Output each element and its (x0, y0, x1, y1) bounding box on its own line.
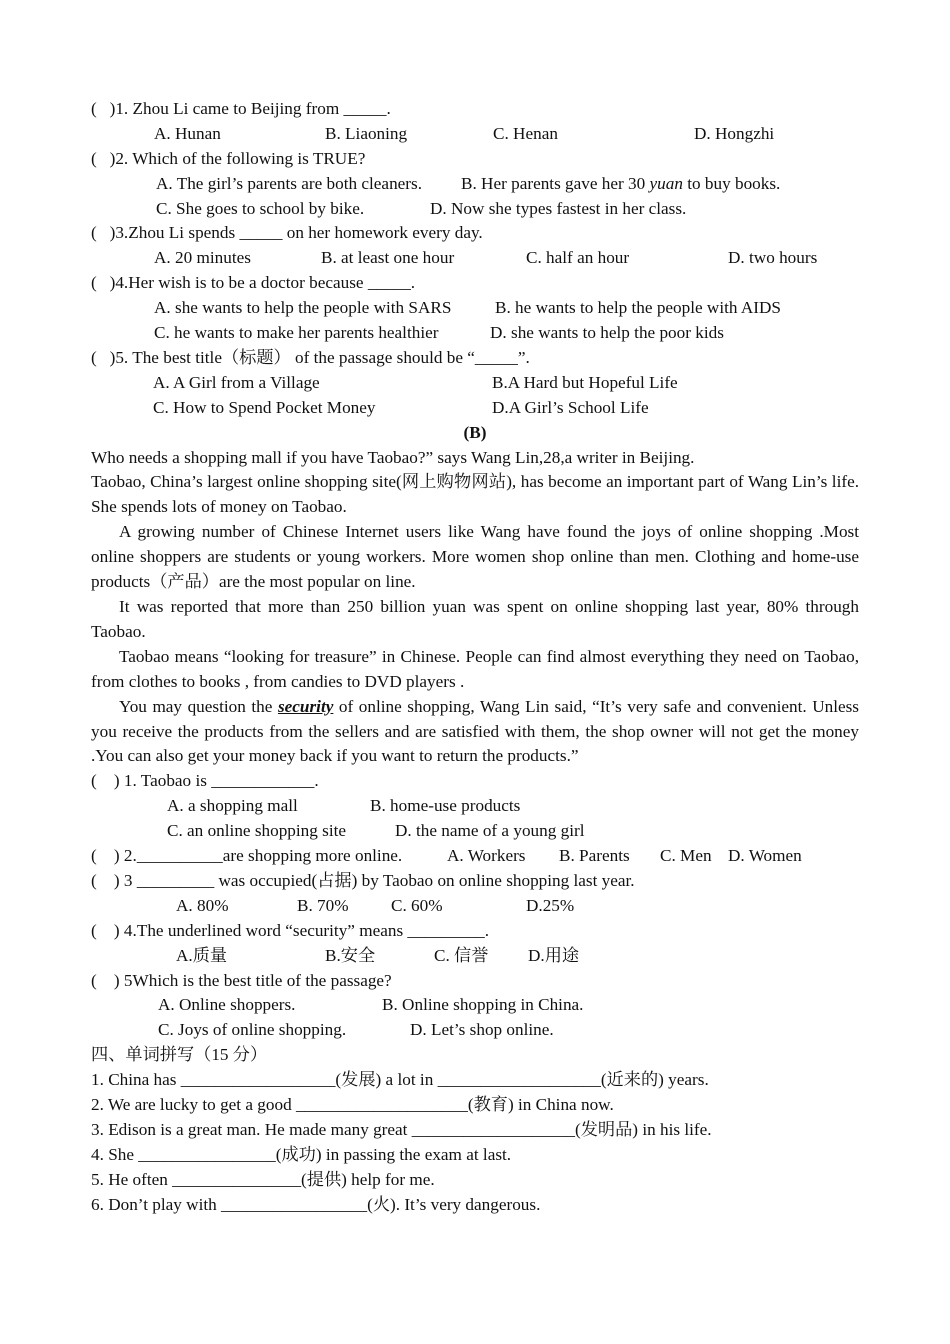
question-a4-options-row2 (91, 321, 859, 346)
option: D. Let’s shop online. (410, 1020, 554, 1040)
option: D. Now she types fastest in her class. (430, 198, 687, 218)
option: B. Online shopping in China. (382, 995, 584, 1015)
passage-text: You may question the (119, 696, 278, 716)
question-a3-stem: ( )3.Zhou Li spends _____ on her homework every day. (91, 223, 483, 243)
question-b5-options-row2 (91, 1018, 859, 1043)
option (461, 172, 780, 197)
option: A. 20 minutes (154, 248, 251, 268)
option: A.质量 (176, 945, 228, 965)
option: A. a shopping mall (167, 796, 298, 816)
question-a5-options-row1 (91, 371, 859, 396)
option-text: B. Her parents gave her 30 (461, 173, 650, 193)
option: C. he wants to make her parents healthier (154, 323, 439, 343)
option-italic: yuan (649, 173, 683, 193)
question-a4-stem: ( )4.Her wish is to be a doctor because _____. (91, 273, 416, 293)
option: B. he wants to help the people with AIDS (495, 298, 781, 318)
underlined-keyword: security (277, 696, 334, 716)
option: C. 信誉 (434, 945, 489, 965)
question-a1-stem: ( )1. Zhou Li came to Beijing from _____. (91, 99, 391, 118)
option: C. Men (660, 846, 712, 866)
worksheet-page (91, 97, 859, 1218)
question-b2-stem: ( ) 2.__________are shopping more online. (91, 846, 403, 866)
spelling-item: 2. We are lucky to get a good ____________________(教育) in China now. (91, 1095, 614, 1115)
option: B. at least one hour (321, 248, 455, 268)
spelling-item: 6. Don’t play with _________________(火). It’s very dangerous. (91, 1194, 541, 1214)
option: A. she wants to help the people with SARS (154, 298, 452, 318)
passage-paragraph (91, 695, 859, 770)
spelling-item: 4. She ________________(成功) in passing the exam at last. (91, 1144, 512, 1164)
option: C. an online shopping site (167, 821, 347, 841)
option: A. The girl’s parents are both cleaners. (156, 173, 422, 193)
option: D. the name of a young girl (395, 821, 585, 841)
passage-text: of online shopping, Wang Lin said, “It’s very safe and convenient. Unless you receive the products from the sellers and are satisfied with them, the shop owner will not get the money .You can also get your money back if you want to return the products.” (91, 696, 859, 766)
question-a4-options-row1 (91, 296, 859, 321)
question-b4-stem: ( ) 4.The underlined word “security” means _________. (91, 920, 490, 940)
passage-paragraph: It was reported that more than 250 billion yuan was spent on online shopping last year, 80% through Taobao. (91, 597, 859, 641)
option: D.A Girl’s School Life (492, 397, 649, 417)
option: A. 80% (176, 895, 229, 915)
question-a3-options (91, 246, 859, 271)
question-b3-stem: ( ) 3 _________ was occupied(占据) by Taobao on online shopping last year. (91, 870, 635, 890)
option: C. 60% (391, 895, 443, 915)
option: A. A Girl from a Village (153, 372, 320, 392)
option: C. She goes to school by bike. (156, 198, 365, 218)
option: D.用途 (528, 945, 580, 965)
question-b1-options-row1 (91, 794, 859, 819)
option: C. Henan (493, 123, 558, 143)
option: B. Liaoning (325, 123, 408, 143)
question-a5-stem: ( )5. The best title（标题） of the passage should be “_____”. (91, 347, 530, 367)
question-a2-options-row1 (91, 172, 859, 197)
question-a2-options-row2 (91, 197, 859, 222)
passage-paragraph: Who needs a shopping mall if you have Taobao?” says Wang Lin,28,a writer in Beijing. (91, 447, 695, 467)
spelling-item: 5. He often _______________(提供) help for me. (91, 1169, 435, 1189)
question-b3-options (91, 894, 859, 919)
option: A. Online shoppers. (158, 995, 296, 1015)
question-b2-line (91, 844, 859, 869)
question-a5-options-row2 (91, 396, 859, 421)
option: D.25% (526, 895, 575, 915)
option: B. home-use products (370, 796, 521, 816)
question-b5-options-row1 (91, 993, 859, 1018)
question-b1-options-row2 (91, 819, 859, 844)
option: C. half an hour (526, 248, 630, 268)
option: C. Joys of online shopping. (158, 1020, 347, 1040)
option-text: to buy books. (682, 173, 781, 193)
spelling-item: 1. China has __________________(发展) a lot in ___________________(近来的) years. (91, 1070, 709, 1090)
spelling-item: 3. Edison is a great man. He made many great ___________________(发明品) in his life. (91, 1119, 712, 1139)
question-a1-options (91, 122, 859, 147)
option: A. Hunan (154, 123, 221, 143)
option: D. Women (728, 846, 802, 866)
question-a2-stem: ( )2. Which of the following is TRUE? (91, 148, 366, 168)
question-b1-stem: ( ) 1. Taobao is ____________. (91, 771, 319, 791)
option: B.安全 (325, 945, 376, 965)
option: C. How to Spend Pocket Money (153, 397, 376, 417)
section-b-heading: (B) (463, 422, 487, 442)
passage-paragraph: Taobao, China’s largest online shopping site(网上购物网站), has become an important part of Wang Lin’s life. She spends lots of money on Taobao. (91, 472, 859, 517)
section-4-heading: 四、单词拼写（15 分） (91, 1045, 268, 1065)
option: B. 70% (297, 895, 349, 915)
passage-paragraph: Taobao means “looking for treasure” in Chinese. People can find almost everything they need on Taobao, from clothes to books , from candies to DVD players . (91, 646, 859, 691)
question-b4-options (91, 944, 859, 969)
option: D. two hours (728, 248, 818, 268)
question-b5-stem: ( ) 5Which is the best title of the passage? (91, 970, 392, 990)
option: A. Workers (447, 846, 526, 866)
passage-paragraph: A growing number of Chinese Internet users like Wang have found the joys of online shopping .Most online shoppers are students or young workers. More women shop online than men. Clothing and home-use products（产品）are the most popular on line. (91, 522, 859, 592)
option: B. Parents (559, 846, 630, 866)
option: B.A Hard but Hopeful Life (492, 372, 678, 392)
option: D. Hongzhi (694, 123, 775, 143)
option: D. she wants to help the poor kids (490, 323, 724, 343)
